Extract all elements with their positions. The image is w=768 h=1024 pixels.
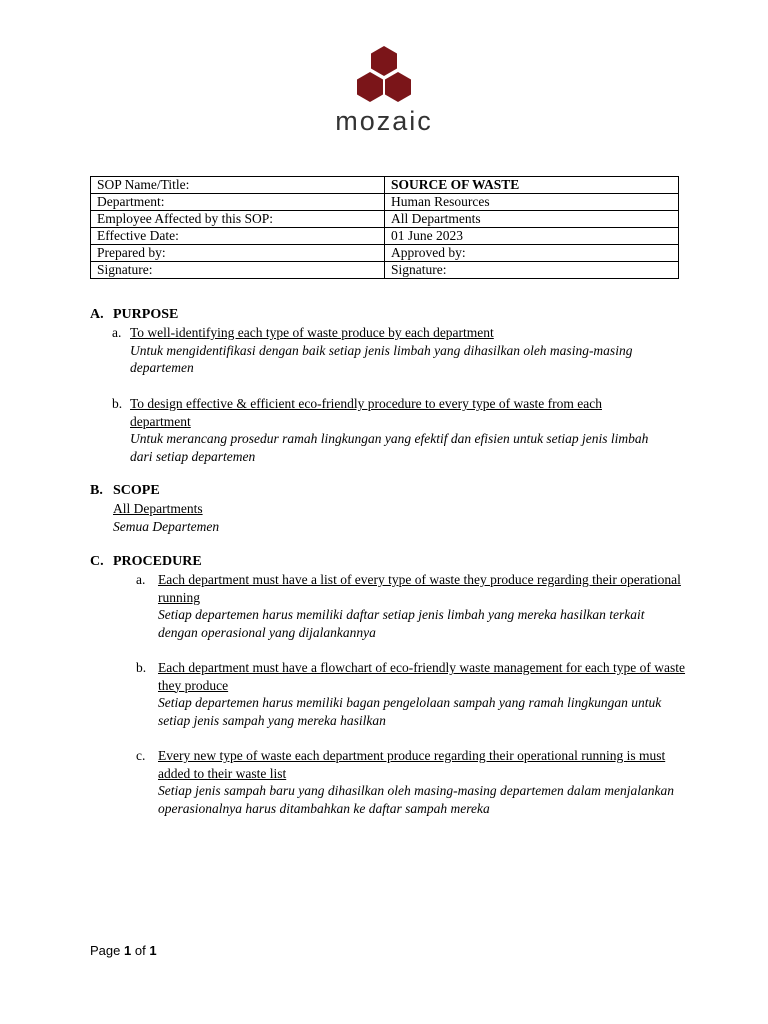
scope-content	[113, 500, 613, 535]
table-row	[91, 228, 679, 245]
procedure-item-text: Each department must have a list of every type of waste they produce regarding their operational running	[158, 572, 681, 605]
table-row	[91, 177, 679, 194]
table-label: SOP Name/Title:	[91, 177, 385, 194]
table-row	[91, 211, 679, 228]
procedure-item-translation: Setiap departemen harus memiliki daftar setiap jenis limbah yang mereka hasilkan terkait dengan operasional yang dijalankannya	[158, 607, 645, 640]
table-value: Signature:	[385, 262, 679, 279]
purpose-item-translation: Untuk mengidentifikasi dengan baik setiap jenis limbah yang dihasilkan oleh masing-masing departemen	[130, 342, 633, 376]
logo-wordmark: mozaic	[335, 106, 433, 136]
sop-title-value: SOURCE OF WASTE	[385, 177, 679, 194]
purpose-item-text: To design effective & efficient eco-friendly procedure to every type of waste from each department	[130, 396, 602, 429]
sop-info-table	[90, 176, 679, 279]
table-label: Employee Affected by this SOP:	[91, 211, 385, 228]
scope-heading: B. SCOPE	[90, 483, 160, 498]
table-label: Effective Date:	[91, 228, 385, 245]
page-number: Page 1 of 1	[90, 943, 157, 958]
table-label: Department:	[91, 194, 385, 211]
purpose-item-text: To well-identifying each type of waste produce by each department	[130, 325, 494, 340]
table-label: Prepared by:	[91, 245, 385, 262]
table-row	[91, 245, 679, 262]
table-row	[91, 262, 679, 279]
table-label: Signature:	[91, 262, 385, 279]
scope-text: All Departments	[113, 501, 203, 516]
procedure-heading: C. PROCEDURE	[90, 554, 202, 569]
table-value: 01 June 2023	[385, 228, 679, 245]
procedure-item-text: Each department must have a flowchart of eco-friendly waste management for each type of waste they produce	[158, 660, 686, 693]
hexagon-logo-icon	[354, 44, 414, 106]
procedure-item-text: Every new type of waste each department produce regarding their operational running is must added to their waste list	[158, 748, 666, 781]
procedure-item-translation: Setiap jenis sampah baru yang dihasilkan oleh masing-masing departemen dalam menjalankan operasionalnya harus ditambahkan ke daftar sampah mereka	[158, 783, 674, 816]
purpose-heading: A. PURPOSE	[90, 307, 179, 322]
purpose-item-translation: Untuk merancang prosedur ramah lingkungan yang efektif dan efisien untuk setiap jenis limbah dari setiap departemen	[130, 431, 649, 464]
table-row	[91, 194, 679, 211]
company-logo	[0, 44, 768, 136]
procedure-item-translation: Setiap departemen harus memiliki bagan pengelolaan sampah yang ramah lingkungan untuk setiap jenis sampah yang mereka hasilkan	[158, 695, 662, 728]
scope-translation: Semua Departemen	[113, 518, 220, 534]
table-value: All Departments	[385, 211, 679, 228]
table-value: Human Resources	[385, 194, 679, 211]
table-value: Approved by:	[385, 245, 679, 262]
